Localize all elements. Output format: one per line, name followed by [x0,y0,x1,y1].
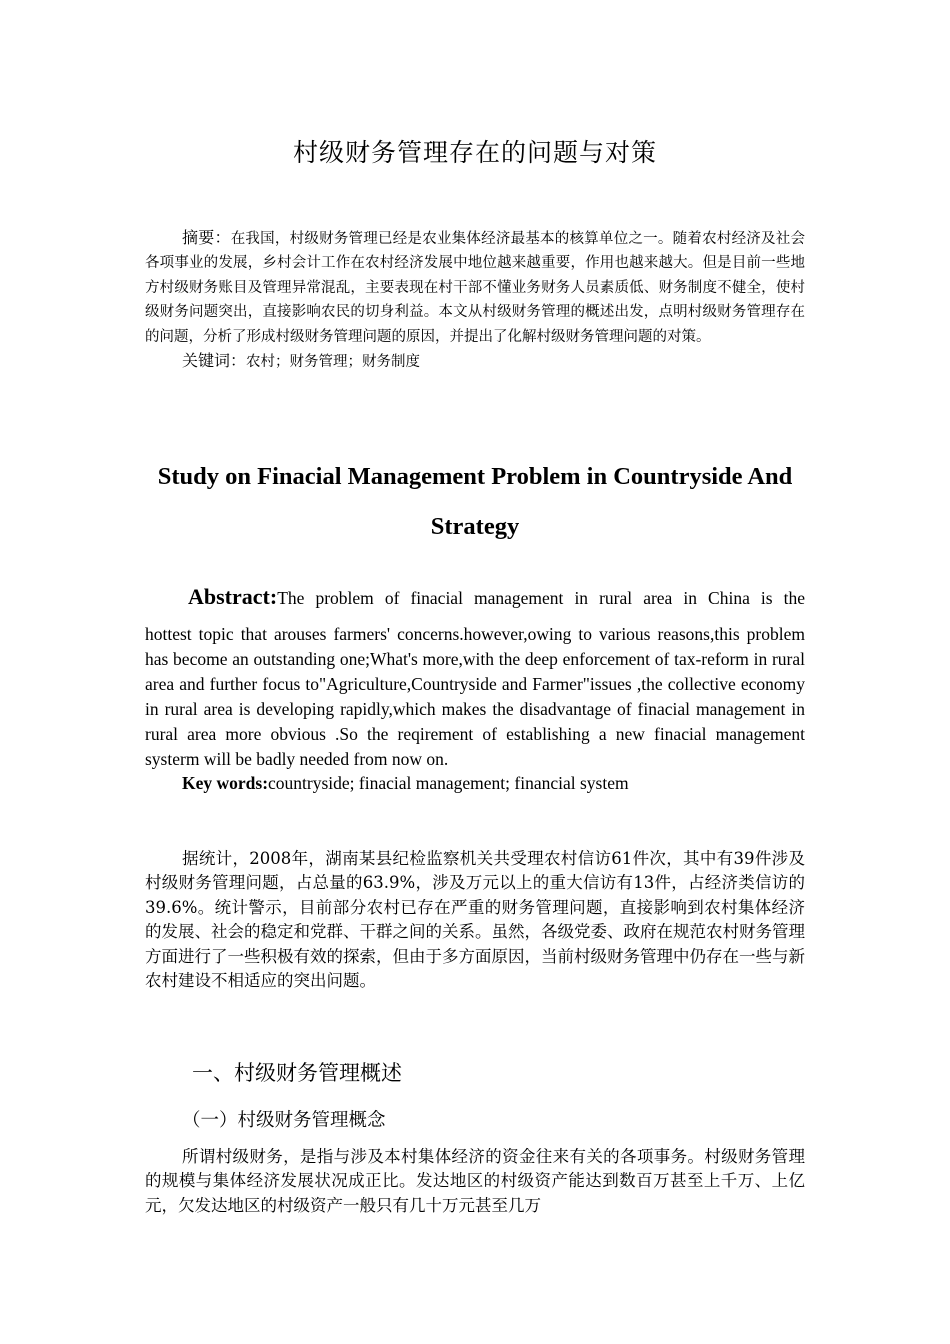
abstract-cn-paragraph [145,226,805,349]
abstract-en-body: hottest topic that arouses farmers' concerns.however,owing to various reasons,this problem has become an outstanding one;What's more,with the deep enforcement of tax-reform in rural area and further focus to"Agriculture,Countryside and Farmer"issues ,the collective economy in rural area is developing rapidly,which makes the disadvantage of finacial management in rural area more obvious .So the reqirement of establishing a new finacial management systerm will be badly needed from now on. [145,624,805,769]
intro-section [145,847,805,993]
keywords-en-text: countryside; finacial management; financial system [268,773,629,794]
subsection-1-paragraph: 所谓村级财务，是指与涉及本村集体经济的资金往来有关的各项事务。村级财务管理的规模与集体经济发展状况成正比。发达地区的村级资产能达到数百万甚至上千万、上亿元，欠发达地区的村级资产一般只有几十万元甚至几万 [145,1147,805,1215]
abstract-en-first-text: The problem of finacial management in rural area in China is the [277,588,805,608]
section-heading-1: 一、村级财务管理概述 [192,1061,402,1085]
english-abstract [145,622,805,796]
english-title [140,452,810,552]
abstract-cn-text: 在我国，村级财务管理已经是农业集体经济最基本的核算单位之一。随着农村经济及社会各项事业的发展，乡村会计工作在农村经济发展中地位越来越重要，作用也越来越大。但是目前一些地方村级财务账目及管理异常混乱，主要表现在村干部不懂业务财务人员素质低、财务制度不健全，使村级财务问题突出，直接影响农民的切身利益。本文从村级财务管理的概述出发，点明村级财务管理存在的问题，分析了形成村级财务管理问题的原因，并提出了化解村级财务管理问题的对策。 [145,231,805,345]
keywords-cn-label: 关键词： [182,351,247,371]
keywords-en-paragraph [145,771,805,796]
abstract-en-first-line [145,583,805,612]
abstract-en-label: Abstract: [188,584,278,609]
subsection-1-body [145,1145,805,1218]
chinese-title: 村级财务管理存在的问题与对策 [292,138,657,167]
english-title-line-1: Study on Finacial Management Problem in Countryside And [157,463,793,490]
abstract-cn-label: 摘要： [182,228,231,247]
keywords-en-label: Key words: [182,773,269,794]
keywords-cn-text: 农村；财务管理；财务制度 [246,354,421,371]
intro-paragraph: 据统计，2008年，湖南某县纪检监察机关共受理农村信访61件次，其中有39件涉及村级财务管理问题，占总量的63.9%，涉及万元以上的重大信访有13件，占经济类信访的39.6%。统计警示，目前部分农村已存在严重的财务管理问题，直接影响到农村集体经济的发展、社会的稳定和党群、干群之间的关系。虽然，各级党委、政府在规范农村财务管理方面进行了一些积极有效的探索，但由于多方面原因，当前村级财务管理中仍存在一些与新农村建设不相适应的突出问题。 [145,849,805,991]
chinese-abstract [145,226,805,374]
keywords-cn-paragraph [145,349,805,374]
english-title-line-2: Strategy [430,513,520,540]
subsection-heading-1: （一）村级财务管理概念 [182,1110,386,1131]
